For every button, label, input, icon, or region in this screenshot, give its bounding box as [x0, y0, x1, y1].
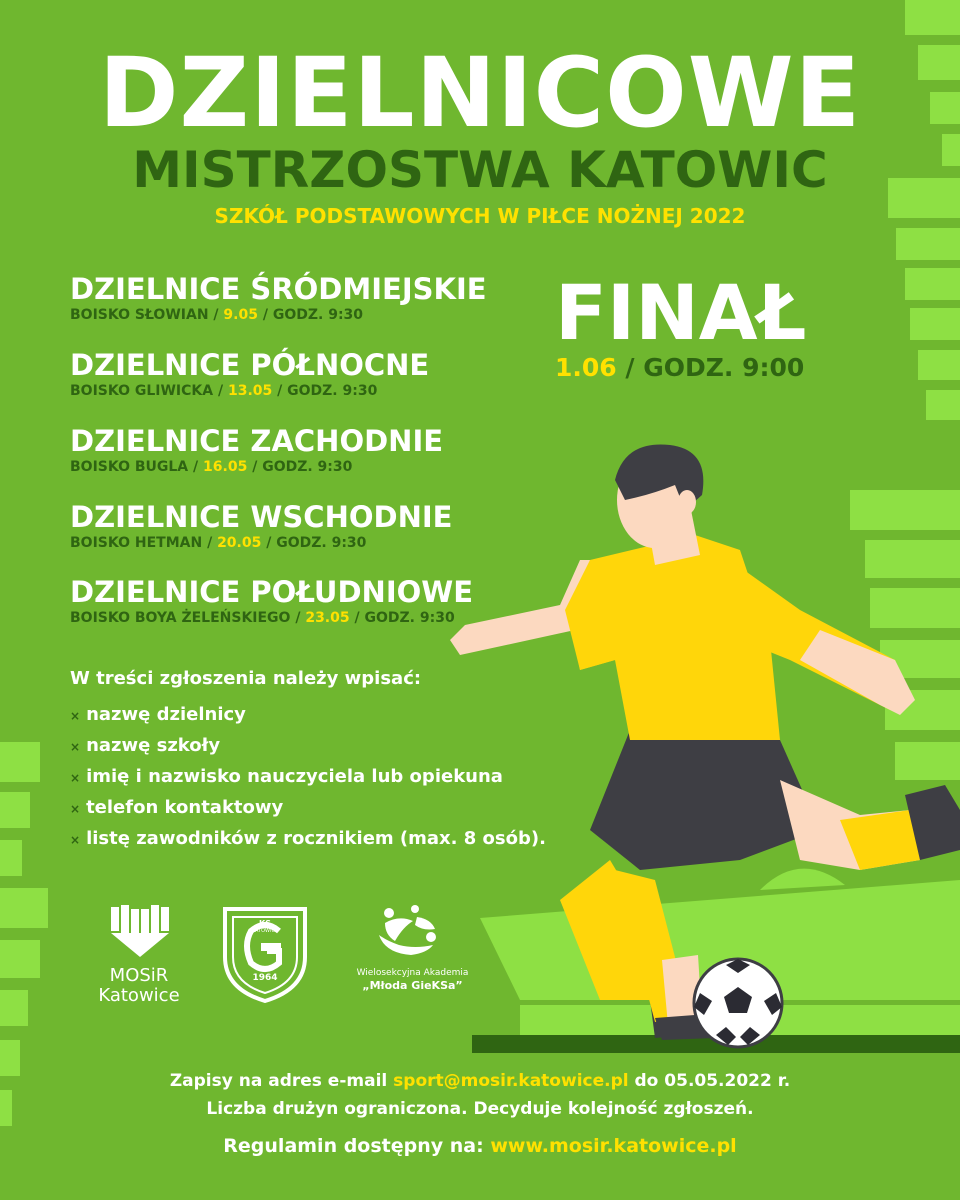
match-time: GODZ. 9:30: [272, 307, 364, 323]
rules-prefix: Regulamin dostępny na:: [223, 1135, 484, 1157]
district-info: [70, 382, 429, 400]
bullet-icon: ×: [70, 833, 81, 847]
district-name: DZIELNICE ŚRÓDMIEJSKIE: [70, 272, 487, 306]
separator: /: [252, 459, 258, 475]
item-text: nazwę dzielnicy: [86, 704, 246, 725]
separator: /: [193, 459, 199, 475]
final-date-time: [555, 350, 804, 386]
gks-sub: KATOWICE: [251, 928, 279, 934]
match-date: 20.05: [217, 535, 262, 551]
match-time: GODZ. 9:30: [287, 383, 378, 399]
district-srodmiejskie: [70, 272, 487, 324]
subtitle: MISTRZOSTWA KATOWIC: [132, 141, 828, 199]
signup-prefix: Zapisy na adres e-mail: [169, 1071, 388, 1091]
match-date: 13.05: [227, 383, 273, 399]
district-name: DZIELNICE POŁUDNIOWE: [70, 575, 474, 609]
district-name: DZIELNICE PÓŁNOCNE: [70, 348, 430, 382]
district-info: [70, 306, 487, 324]
district-wschodnie: [70, 500, 452, 552]
separator: /: [354, 610, 360, 626]
akademia-logo: [355, 905, 470, 993]
district-info: [70, 609, 473, 627]
bullet-icon: ×: [70, 709, 81, 723]
district-name: DZIELNICE WSCHODNIE: [70, 500, 453, 534]
field-name: BOISKO BUGLA: [70, 459, 189, 475]
separator: /: [217, 383, 224, 399]
signup-suffix: do 05.05.2022 r.: [634, 1071, 791, 1091]
limit-line: Liczba drużyn ograniczona. Decyduje kolejność zgłoszeń.: [206, 1099, 754, 1119]
list-item: [70, 762, 546, 793]
district-poludniowe: [70, 575, 473, 627]
district-zachodnie: [70, 424, 443, 476]
mosir-logo-icon: [84, 905, 194, 960]
gks-crest: [221, 905, 309, 1003]
item-text: listę zawodników z rocznikiem (max. 8 osób).: [86, 828, 546, 849]
gks-top: KS: [259, 919, 271, 928]
separator: /: [266, 535, 272, 551]
district-name: DZIELNICE ZACHODNIE: [70, 424, 444, 458]
bullet-icon: ×: [70, 802, 81, 816]
final-title: FINAŁ: [555, 268, 807, 357]
item-text: imię i nazwisko nauczyciela lub opiekuna: [86, 766, 503, 787]
field-name: BOISKO GLIWICKA: [70, 383, 214, 399]
match-time: GODZ. 9:30: [262, 459, 353, 475]
separator: /: [207, 535, 213, 551]
mosir-name: MOSiR: [109, 965, 169, 986]
field-name: BOISKO HETMAN: [70, 535, 203, 551]
rules-line: [0, 1132, 960, 1160]
match-date: 9.05: [223, 307, 258, 323]
akademia-logo-icon: [355, 905, 470, 963]
separator: /: [625, 353, 635, 382]
match-time: GODZ. 9:30: [364, 610, 455, 626]
list-item: [70, 731, 546, 762]
requirements-list: [70, 700, 546, 855]
signup-line: [0, 1068, 960, 1094]
bullet-icon: ×: [70, 771, 81, 785]
item-text: nazwę szkoły: [86, 735, 221, 756]
bullet-icon: ×: [70, 740, 81, 754]
separator: /: [262, 307, 268, 323]
list-item: [70, 700, 546, 731]
main-title: DZIELNICOWE: [98, 37, 862, 149]
separator: /: [295, 610, 301, 626]
list-item: [70, 793, 546, 824]
akademia-line1: Wielosekcyjna Akademia: [356, 968, 469, 978]
gks-year: 1964: [252, 973, 278, 983]
match-date: 23.05: [305, 610, 350, 626]
soccer-ball-icon: [692, 957, 784, 1049]
item-text: telefon kontaktowy: [86, 797, 284, 818]
district-info: [70, 458, 443, 476]
subtitle-secondary: SZKÓŁ PODSTAWOWYCH W PIŁCE NOŻNEJ 2022: [214, 204, 746, 228]
requirements-intro: W treści zgłoszenia należy wpisać:: [70, 668, 422, 689]
separator: /: [213, 307, 219, 323]
field-name: BOISKO BOYA ŻELEŃSKIEGO: [70, 610, 291, 626]
mosir-city: Katowice: [98, 985, 180, 1006]
field-name: BOISKO SŁOWIAN: [70, 307, 209, 323]
match-date: 16.05: [203, 459, 248, 475]
match-time: GODZ. 9:30: [276, 535, 367, 551]
final-date: 1.06: [555, 353, 617, 382]
akademia-line2: „Młoda GieKSa”: [362, 979, 463, 992]
list-item: [70, 824, 546, 855]
district-polnocne: [70, 348, 429, 400]
email-link[interactable]: sport@mosir.katowice.pl: [393, 1071, 629, 1091]
final-time: GODZ. 9:00: [643, 353, 805, 382]
website-link[interactable]: www.mosir.katowice.pl: [490, 1135, 737, 1157]
separator: /: [277, 383, 283, 399]
district-info: [70, 534, 452, 552]
mosir-logo: [84, 905, 194, 1006]
